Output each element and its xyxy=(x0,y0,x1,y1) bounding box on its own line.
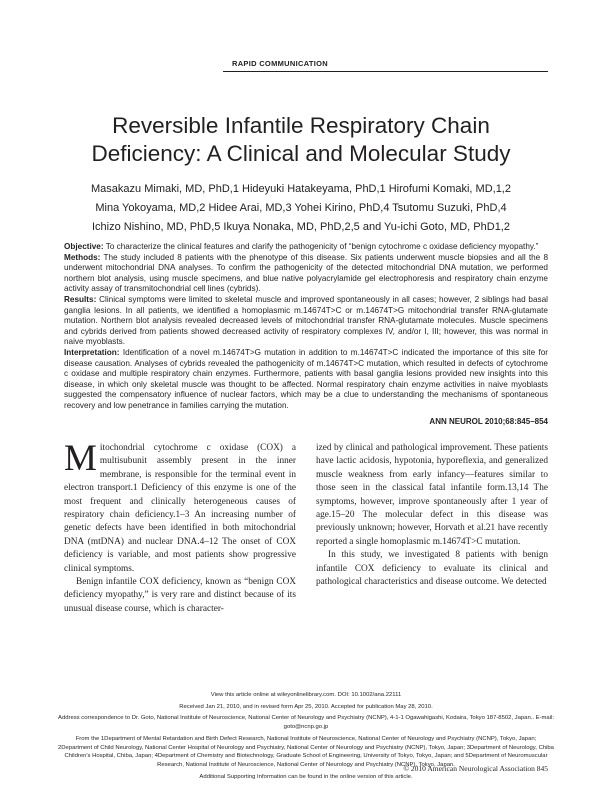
authors-line-3: Ichizo Nishino, MD, PhD,5 Ikuya Nonaka, MD, PhD,2,5 and Yu-ichi Goto, MD, PhD1,2 xyxy=(92,221,510,233)
section-label: RAPID COMMUNICATION xyxy=(232,59,328,68)
abstract-interpretation: Interpretation: Identification of a novel m.14674T>G mutation in addition to m.14674T>C indicated the importance of this site for disease causation. Analyses of cybrids revealed the pathogenicity of m.14674T>C mutation, which resulted in defects of cytochrome c oxidase and multiple respiratory chain enzymes. Furthermore, patients with basal ganglia lesions provided new insights into this disease, in which only skeletal muscle was thought to be affected. Normal respiratory chain enzyme activities in naive myoblasts suggested the compensatory influence of nuclear factors, which may be a clue to understanding the mechanisms of spontaneous recovery and low penetrance in families carrying the mutation. xyxy=(64,347,548,410)
title-line-2: Deficiency: A Clinical and Molecular Study xyxy=(91,141,511,166)
footnote-supporting: Additional Supporting Information can be found in the online version of this article. xyxy=(199,773,413,780)
article-title xyxy=(40,112,562,168)
drop-cap: M xyxy=(64,438,97,479)
title-line-1: Reversible Infantile Respiratory Chain xyxy=(112,113,490,138)
journal-citation: ANN NEUROL 2010;68:845–854 xyxy=(429,417,548,426)
abstract-results: Results: Clinical symptoms were limited to skeletal muscle and improved spontaneously in all cases; however, 2 siblings had basal ganglia lesions. In all patients, we identified a homoplasmic m.14674T>C or m.14674T>G mitochondrial transfer RNA-glutamate mutation. Northern blot analysis revealed decreased levels of mitochondrial transfer RNA-glutamate molecules. Muscle specimens and cybrids derived from patients showed decreased activity of respiratory complexes IV, and/or I, III; however, this was normal in naive myoblasts. xyxy=(64,294,548,347)
abstract xyxy=(64,242,548,412)
copyright-page-number: © 2010 American Neurological Association 845 xyxy=(403,764,548,773)
body-paragraph: ized by clinical and pathological improvement. These patients have lactic acidosis, hypotonia, hyporeflexia, and generalized muscle weakness from early infancy—features similar to those seen in the classical fatal infantile form.13,14 The symptoms, however, improve spontaneously after 1 year of age.15–20 The molecular defect in this disease was previously unknown; however, Horvath et al.21 have recently reported a single homoplasmic m.14674T>C mutation. xyxy=(316,443,548,547)
body-column-right xyxy=(316,442,548,589)
authors-line-2: Mina Yokoyama, MD,2 Hidee Arai, MD,3 Yohei Kirino, PhD,4 Tsutomu Suzuki, PhD,4 xyxy=(95,202,507,214)
footnote-received: Received Jan 21, 2010, and in revised form Apr 25, 2010. Accepted for publication May 28, 2010. xyxy=(179,703,433,710)
body-paragraph: In this study, we investigated 8 patients with benign infantile COX deficiency to evaluate its clinical and pathological characteristics and disease outcome. We detected xyxy=(316,550,548,588)
footnote-correspondence: Address correspondence to Dr. Goto, National Institute of Neuroscience, National Center of Neurology and Psychiatry (NCNP), 4-1-1 Ogawahigashi, Kodaira, Tokyo 187-8502, Japan.. E-mail: goto@ncnp.go.jp xyxy=(58,715,554,731)
abstract-methods: Methods: The study included 8 patients with the phenotype of this disease. Six patients underwent muscle biopsies and all the 8 underwent mitochondrial DNA analyses. To confirm the pathogenicity of the detected mitochondrial DNA mutation, we performed northern blot analysis, using muscle specimens, and blue native polyacrylamide gel electrophoresis and respiratory chain enzyme activity assay of transmitochondrial cell lines (cybrids). xyxy=(64,252,548,294)
authors-line-1: Masakazu Mimaki, MD, PhD,1 Hideyuki Hatakeyama, PhD,1 Hirofumi Komaki, MD,1,2 xyxy=(91,183,511,195)
body-paragraph: Benign infantile COX deficiency, known as “benign COX deficiency myopathy,” is very rare and distinct because of its unusual disease course, which is character- xyxy=(64,577,296,614)
body-paragraph: Mitochondrial cytochrome c oxidase (COX) a multisubunit assembly present in the inner membrane, is responsible for the terminal event in electron transport.1 Deficiency of this enzyme is one of the most frequent and clinically heterogeneous causes of respiratory chain deficiency.1–3 An increasing number of genetic defects have been identified in both mitochondrial DNA (mtDNA) and nuclear DNA.4–12 The onset of COX deficiency is variable, and most patients show progressive clinical symptoms. xyxy=(64,438,296,574)
footnote-affiliations: From the 1Department of Mental Retardation and Birth Defect Research, National Institute of Neuroscience, National Center of Neurology and Psychiatry (NCNP), Tokyo, Japan; 2Department of Child Neurology, National Center Hospital of Neurology and Psychiatry, National Center of Neurology and Psychiatry (NCNP), Tokyo, Japan; 3Department of Neurology, Chiba Children's Hospital, Chiba, Japan; 4Department of Chemistry and Biotechnology, Graduate School of Engineering, University of Tokyo, Tokyo, Japan; and 5Department of Neuromuscular Research, National Institute of Neuroscience, National Center of Neurology and Psychiatry (NCNP), Tokyo, Japan. xyxy=(58,735,554,768)
abstract-objective: Objective: To characterize the clinical features and clarify the pathogenicity of “benign cytochrome c oxidase deficiency myopathy.” xyxy=(64,242,539,251)
footnote-online: View this article online at wileyonlinelibrary.com. DOI: 10.1002/ana.22111 xyxy=(210,692,402,698)
author-list xyxy=(40,180,562,237)
header-rule xyxy=(223,71,548,72)
body-column-left xyxy=(64,438,296,616)
